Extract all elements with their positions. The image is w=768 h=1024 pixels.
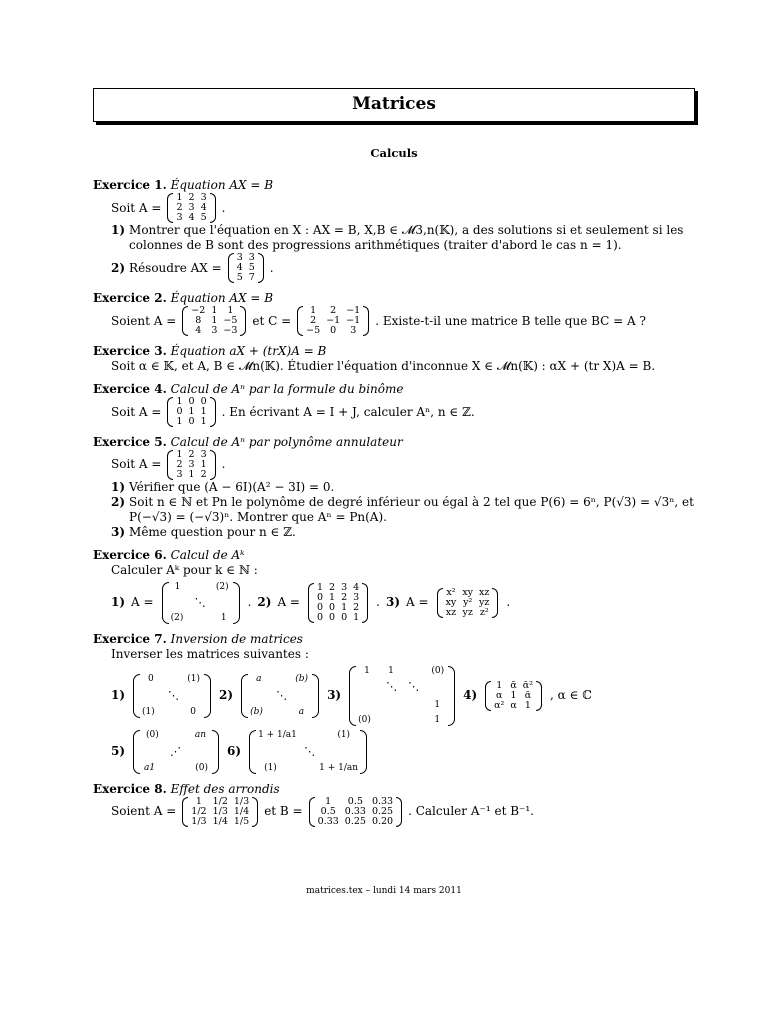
exercise-6: Exercice 6. Calcul de Aᵏ Calculer Aᵏ pour k ∈ ℕ : 1) A = 1 (2) ⋱ (2) 1 . 2) A = 1 2 3 4 0 1 2 3 0 0 1 2 0 0 0 1 . 3) A = x² xy xz xy y² yz xz yz z² . [93,547,511,623]
exercise-2-question: . Existe-t-il une matrice B telle que BC = A ? [375,313,646,328]
exercise-8-text: . Calculer A⁻¹ et B⁻¹. [408,804,534,819]
matrix-cell: 8 [195,315,202,327]
matrix-cell: 1 [310,305,317,317]
matrix-cell: 1 [200,416,207,428]
matrix-cell: −5 [223,315,238,327]
exercise-3-number: Exercice 3. [93,344,167,359]
exercise-8 [93,782,695,827]
m-c: (0) [431,665,445,676]
matrix-cell: 1/3 [233,795,250,807]
matrix-cell: 2 [330,305,337,317]
matrix-cell: 0 [176,406,183,418]
matrix-ex7-3 [349,666,455,726]
document-title: Matrices [352,94,436,115]
matrix-cell: 3 [200,449,207,460]
matrix-cell: 0.33 [317,815,339,827]
matrix-ex1-A [167,193,215,223]
m-a: 1 [364,665,370,676]
m-tl: 1 + 1/a1 [258,729,297,740]
matrix-cell: 2 [188,449,195,460]
matrix-cell: 3 [341,581,348,593]
ex6-label-1: 1) [111,595,126,610]
exercise-2-number: Exercice 2. [93,291,167,306]
matrix-cell: 1/3 [212,805,228,817]
matrix-cell: 1 [329,591,336,603]
exercise-1: Exercice 1. Équation AX = B Soit A = 1 2 3 2 3 4 3 4 5 . 1) Montrer que l'équation en X : AX = B, X,B ∈ 𝓜3,n(𝕂), a des solutions si et seulement si les colonnes de B sont des progressions arithmétiques (traiter d'abord le cas n = 1). 2) Résoudre AX = 3 3 4 5 5 7 . [93,178,695,283]
exercise-1-q2: Résoudre AX = [129,260,222,275]
matrix-cell: 3 [176,468,183,480]
matrix-cell: 1/3 [191,815,207,827]
matrix-cell: 1/2 [191,805,207,817]
matrix-cell: 1 [325,795,332,807]
matrix-ex6-1 [162,582,240,624]
matrix-cell: xy [462,586,474,598]
m-d1: ⋱ [386,679,398,693]
matrix-cell: 3 [350,325,357,337]
document-page [93,88,695,835]
matrix-cell: 0.25 [371,805,394,817]
matrix-cell: 1 [200,406,207,418]
title-box [93,88,695,122]
matrix-cell: 1 [341,601,348,613]
q1-label: 1) [111,479,126,494]
m-tr: (1) [337,729,351,740]
m-bl: a1 [144,762,156,773]
m-tr: (1) [187,673,201,684]
exercise-8-number: Exercice 8. [93,781,167,796]
matrix-cell: 1/2 [212,795,228,807]
m-br: 1 [220,612,227,623]
matrix-cell: 3 [200,192,207,204]
matrix-cell: 2 [200,468,207,480]
m-bl: (b) [250,706,263,717]
matrix-cell: xz [479,586,490,598]
matrix-cell: 0.5 [347,795,363,807]
matrix-cell: 3 [248,252,255,264]
matrix-cell: 0 [341,611,348,623]
section-title: Calculs [370,146,418,160]
matrix-cell: ᾱ² [522,679,534,691]
ex6-label-2: 2) [257,595,272,610]
m-br: (0) [195,762,209,773]
matrix-cell: 3 [353,591,360,603]
matrix-cell: xy [445,596,457,608]
m-br: 1 [434,714,441,725]
matrix-cell: y² [463,596,473,608]
matrix-cell: −2 [191,305,206,317]
matrix-cell: 0 [188,416,195,428]
page-footer: matrices.tex – lundi 14 mars 2011 [306,886,462,896]
exercise-7-number: Exercice 7. [93,631,167,646]
exercise-7-text: Inverser les matrices suivantes : [111,646,309,661]
exercise-5-title: Calcul de Aⁿ par polynôme annulateur [170,435,403,449]
matrix-cell: ᾱ [510,679,517,691]
ex7-label-6: 6) [227,744,242,759]
matrix-ex2-C [297,306,369,336]
matrix-ex6-3 [437,588,499,618]
matrix-cell: 1 [524,699,531,711]
matrix-cell: 0.33 [371,795,394,807]
m-tr: (2) [215,581,229,592]
matrix-cell: 4 [195,325,202,337]
m-mid: ⋰ [170,744,182,758]
matrix-ex7-5 [133,730,219,774]
m-br: 1 + 1/an [319,762,359,773]
exercise-8-title: Effet des arrondis [170,781,280,796]
m-b: 1 [388,665,394,676]
matrix-cell: 1/5 [233,815,250,827]
matrix-ex4-A [167,397,215,427]
ex6-a3: A = [406,595,429,610]
matrix-cell: 5 [200,212,207,224]
matrix-cell: 3 [188,202,195,214]
matrix-cell: 7 [248,272,255,284]
matrix-cell: 1 [227,305,234,317]
matrix-cell: 2 [176,458,183,470]
matrix-cell: 1 [353,611,360,623]
exercise-1-title: Équation AX = B [170,178,274,193]
matrix-cell: 1 [200,458,207,470]
exercise-4-soit: Soit A = [111,404,162,419]
exercise-6-text: Calculer Aᵏ pour k ∈ ℕ : [111,562,258,577]
m-tr: an [194,729,207,740]
m-tl: (0) [146,729,159,740]
matrix-cell: −1 [346,305,361,317]
q2-label: 2) [111,260,126,275]
ex7-label-4: 4) [463,688,478,703]
matrix-cell: 0.25 [344,815,366,827]
exercise-5: Exercice 5. Calcul de Aⁿ par polynôme annulateur Soit A = 1 2 3 2 3 1 3 1 2 . 1) Vérifier que (A − 6I)(A² − 3I) = 0. 2) Soit n ∈ ℕ et Pn le polynôme de degré inférieur ou égal à 2 tel que P(6) = 6ⁿ, P(√3) = √3ⁿ, et P(−√3) = (−√3)ⁿ. Montrer que Aⁿ = Pn(A). 3) Même question pour n ∈ ℤ. [93,435,694,539]
matrix-ex6-2 [308,583,368,623]
m-mid: ⋱ [304,744,316,758]
m-bl: (0) [358,714,371,725]
matrix-cell: 4 [188,212,195,224]
m-bl: (2) [170,612,184,623]
q2-label: 2) [111,494,126,509]
matrix-cell: 4 [353,581,360,593]
exercise-3-title: Équation aX + (trX)A = B [170,344,327,359]
matrix-cell: α [510,699,517,711]
matrix-cell: z² [479,606,489,618]
exercise-2 [93,291,695,336]
m-d2: ⋱ [408,679,420,693]
m-br: 0 [190,706,197,717]
matrix-cell: 2 [353,601,360,613]
matrix-cell: 2 [329,581,336,593]
matrix-cell: 1 [316,581,324,593]
matrix-cell: −1 [346,315,361,327]
matrix-cell: −5 [306,325,321,337]
exercise-1-number: Exercice 1. [93,178,167,193]
matrix-cell: x² [446,586,456,598]
matrix-cell: 4 [200,202,207,214]
m-tr: (b) [295,673,309,684]
m-br: a [298,706,305,717]
matrix-cell: ᾱ [524,689,532,701]
matrix-cell: xz [445,606,457,618]
exercise-5-q1: Vérifier que (A − 6I)(A² − 3I) = 0. [129,479,335,494]
matrix-cell: 1 [176,449,183,460]
matrix-cell: 0 [316,611,324,623]
exercise-4-title: Calcul de Aⁿ par la formule du binôme [170,382,404,397]
exercise-6-title: Calcul de Aᵏ [170,547,245,562]
exercise-3 [93,344,695,374]
exercise-5-q3: Même question pour n ∈ ℤ. [129,524,296,539]
matrix-cell: −1 [326,315,341,327]
m-mid: ⋱ [168,688,180,702]
matrix-cell: 1 [211,315,218,327]
matrix-cell: 1 [188,468,195,480]
exercise-2-etc: et C = [252,313,292,328]
matrix-ex7-2 [241,674,319,718]
ex6-label-3: 3) [386,595,401,610]
exercise-8-etb: et B = [264,804,303,819]
m-e: 1 [434,699,441,710]
matrix-cell: 1 [211,305,218,317]
matrix-ex8-B [309,797,402,827]
q3-label: 3) [111,524,126,539]
matrix-ex5-A [167,450,215,480]
matrix-cell: 1/4 [212,815,228,827]
matrix-cell: 3 [211,325,218,337]
ex7-label-1: 1) [111,688,126,703]
matrix-cell: 2 [176,202,183,214]
matrix-cell: 0 [316,591,324,603]
exercise-4 [93,382,695,427]
m-bl: (1) [264,762,277,773]
exercise-5-number: Exercice 5. [93,435,167,449]
matrix-cell: 1/4 [233,805,250,817]
matrix-cell: 0.33 [344,805,366,817]
matrix-cell: 2 [310,315,317,327]
matrix-cell: −3 [223,325,238,337]
exercise-5-q2: Soit n ∈ ℕ et Pn le polynôme de degré inférieur ou égal à 2 tel que P(6) = 6ⁿ, P(√3) = √3ⁿ, et P(−√3) = (−√3)ⁿ. Montrer que Aⁿ = Pn(A). [129,494,694,524]
exercise-1-q1: Montrer que l'équation en X : AX = B, X,B ∈ 𝓜3,n(𝕂), a des solutions si et seulement si les colonnes de B sont des progressions arithmétiques (traiter d'abord le cas n = 1). [129,223,684,253]
ex6-a1: A = [131,595,154,610]
m-mid: ⋱ [194,595,206,609]
ex7-label-3: 3) [327,688,342,703]
exercise-6-number: Exercice 6. [93,547,167,562]
exercise-2-title: Équation AX = B [170,291,274,306]
matrix-cell: yz [462,606,473,618]
matrix-cell: 0 [316,601,324,613]
matrix-cell: 1 [176,396,183,408]
exercise-2-soient: Soient A = [111,313,177,328]
matrix-cell: 0 [188,396,195,408]
matrix-cell: α² [494,699,505,711]
q1-label: 1) [111,223,126,238]
exercise-3-text: Soit α ∈ 𝕂, et A, B ∈ 𝓜n(𝕂). Étudier l'équation d'inconnue X ∈ 𝓜n(𝕂) : αX + (tr X)A = B. [111,359,656,374]
matrix-cell: 0.20 [371,815,394,827]
matrix-cell: 1 [188,406,195,418]
matrix-cell: 4 [236,262,243,274]
matrix-cell: α [496,689,503,701]
matrix-cell: 0 [329,611,336,623]
matrix-cell: 1 [510,689,517,701]
m-tl: a [256,673,262,684]
exercise-4-text: . En écrivant A = I + J, calculer Aⁿ, n ∈ ℤ. [221,404,475,419]
ex6-a2: A = [277,595,300,610]
matrix-ex7-4 [485,681,542,711]
matrix-cell: 3 [188,458,195,470]
exercise-7 [93,632,695,774]
matrix-cell: 3 [236,252,243,264]
matrix-cell: 1 [176,416,183,428]
matrix-cell: 3 [176,212,183,224]
exercise-7-title: Inversion de matrices [170,631,303,646]
matrix-cell: 0 [330,325,337,337]
matrix-ex7-1 [133,674,211,718]
matrix-cell: 0.5 [320,805,336,817]
matrix-cell: 0 [329,601,336,613]
m-bl: (1) [142,706,155,717]
matrix-cell: 0 [200,396,207,408]
ex7-label-5: 5) [111,744,126,759]
matrix-cell: 2 [188,192,195,204]
matrix-cell: 1 [176,192,183,204]
matrix-ex7-6 [249,730,367,774]
matrix-cell: 5 [248,262,255,274]
matrix-ex8-A [182,797,258,827]
m-mid: ⋱ [276,688,288,702]
m-tl: 1 [174,581,181,592]
matrix-cell: yz [479,596,490,608]
exercise-8-soient: Soient A = [111,804,177,819]
exercise-1-soit: Soit A = [111,200,162,215]
ex7-cond: , α ∈ ℂ [550,688,592,703]
matrix-ex2-A [182,306,246,336]
exercise-5-soit: Soit A = [111,457,162,472]
matrix-cell: 5 [236,272,243,284]
matrix-ex1-B [228,253,264,283]
matrix-cell: 1 [496,679,503,691]
exercise-4-number: Exercice 4. [93,382,167,397]
m-tl: 0 [148,673,154,684]
matrix-cell: 1 [195,795,202,807]
matrix-cell: 2 [341,591,348,603]
ex7-label-2: 2) [219,688,234,703]
